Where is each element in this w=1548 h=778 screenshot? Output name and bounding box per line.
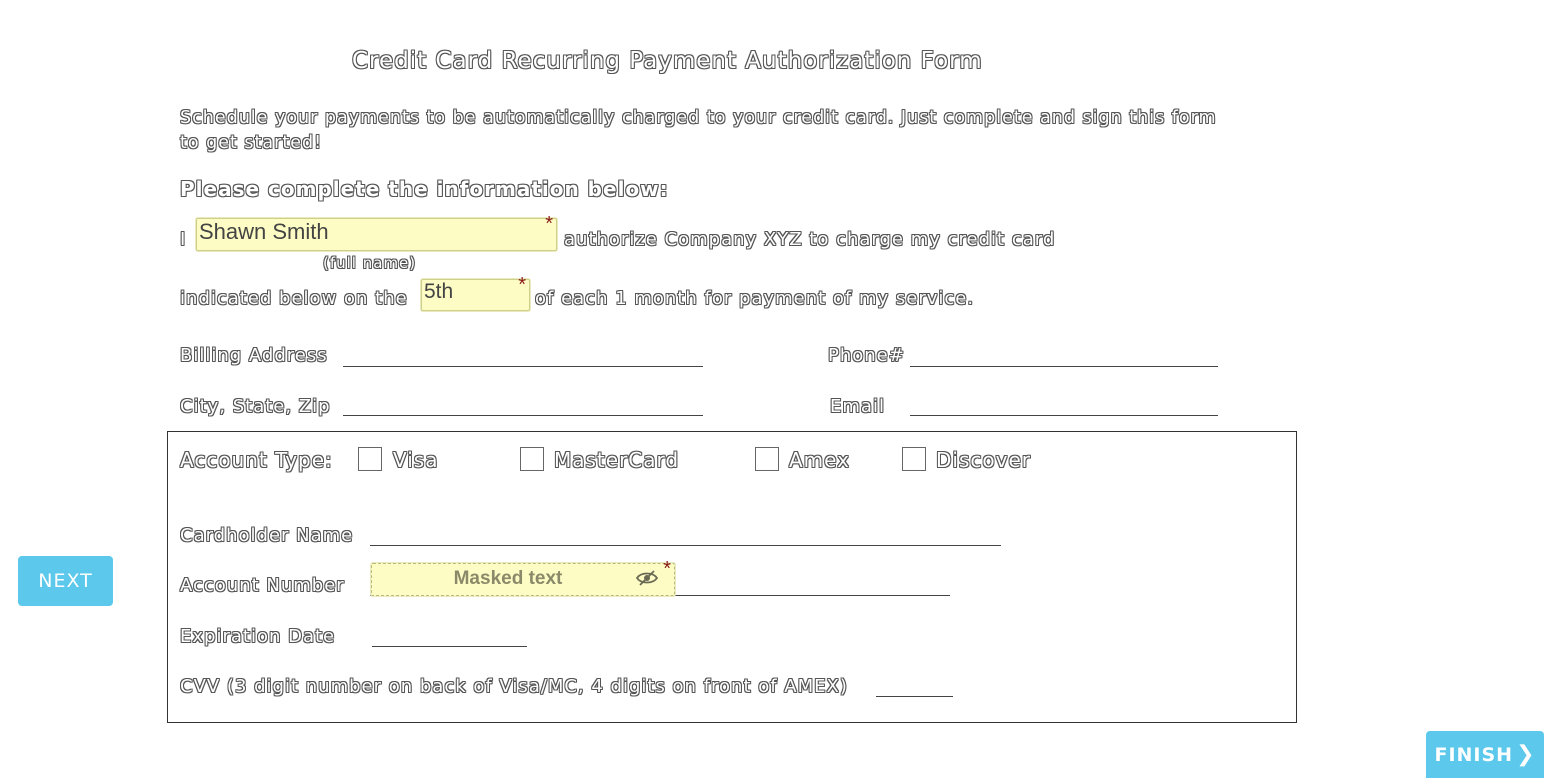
eye-slash-icon[interactable] [636, 570, 658, 586]
billing-address-line [343, 366, 703, 367]
expiration-date-label: Expiration Date [180, 626, 336, 647]
expiration-date-line [372, 646, 527, 647]
full-name-value: Shawn Smith [199, 219, 329, 244]
cardholder-name-label: Cardholder Name [180, 525, 354, 546]
sentence-prefix: I [180, 229, 187, 250]
mastercard-checkbox[interactable] [520, 447, 544, 471]
finish-button[interactable] [1426, 731, 1544, 778]
discover-checkbox[interactable] [902, 447, 926, 471]
cvv-label: CVV (3 digit number on back of Visa/MC, 4 digits on front of AMEX) [180, 676, 848, 697]
visa-label: Visa [393, 448, 439, 472]
required-marker: * [545, 213, 553, 235]
next-button[interactable] [18, 556, 113, 606]
authorize-text: authorize Company XYZ to charge my credit card [564, 229, 1056, 250]
payment-text: of each 1 month for payment of my service. [535, 288, 975, 309]
finish-button-label: FINISH [1434, 743, 1514, 766]
full-name-caption: (full name) [323, 254, 417, 272]
phone-label: Phone# [828, 345, 905, 366]
phone-line [910, 366, 1218, 367]
account-number-field[interactable] [371, 558, 675, 596]
discover-label: Discover [936, 448, 1031, 472]
form-intro: Schedule your payments to be automatically charged to your credit card. Just complete and sign this form to get started! [180, 108, 1217, 153]
chevron-right-icon: ❯ [1516, 742, 1536, 767]
form-subheading: Please complete the information below: [180, 177, 669, 201]
payment-day-field[interactable] [421, 274, 530, 311]
amex-checkbox[interactable] [755, 447, 779, 471]
indicated-text: indicated below on the [180, 288, 408, 309]
masked-text-placeholder: Masked text [453, 568, 563, 589]
required-marker: * [663, 558, 671, 580]
visa-checkbox[interactable] [358, 447, 382, 471]
required-marker: * [518, 274, 526, 296]
full-name-field[interactable] [196, 213, 557, 251]
email-line [910, 415, 1218, 416]
cardholder-name-line [370, 545, 1001, 546]
account-number-label: Account Number [180, 575, 345, 596]
city-state-zip-label: City, State, Zip [180, 396, 331, 417]
email-label: Email [830, 396, 885, 417]
mastercard-label: MasterCard [554, 448, 680, 472]
city-state-zip-line [343, 415, 703, 416]
form-title: Credit Card Recurring Payment Authorization Form [352, 48, 983, 74]
next-button-label: NEXT [38, 570, 93, 592]
account-type-label: Account Type: [180, 448, 333, 472]
cvv-line [876, 696, 953, 697]
billing-address-label: Billing Address [180, 345, 328, 366]
payment-day-value: 5th [424, 280, 454, 303]
amex-label: Amex [789, 448, 850, 472]
